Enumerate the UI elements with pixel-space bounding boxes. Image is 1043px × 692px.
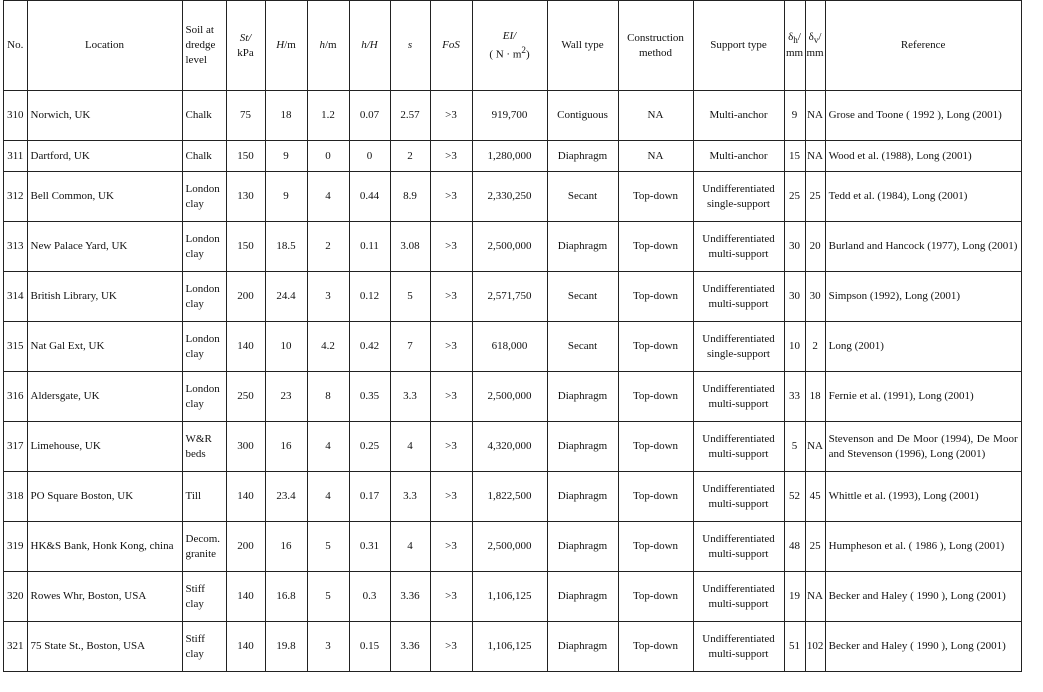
cell-soil: London clay: [182, 172, 226, 222]
cell-excavation-depth: 10: [265, 322, 307, 372]
cell-st: 200: [226, 522, 265, 572]
cell-delta-h: 9: [784, 91, 805, 141]
cell-h-value: 5: [307, 522, 349, 572]
cell-st: 250: [226, 372, 265, 422]
cell-delta-h: 25: [784, 172, 805, 222]
cell-case-number: 315: [4, 322, 28, 372]
cell-reference: Long (2001): [825, 322, 1021, 372]
cell-excavation-depth: 18: [265, 91, 307, 141]
cell-location: British Library, UK: [27, 272, 182, 322]
cell-soil: Stiff clay: [182, 572, 226, 622]
cell-excavation-depth: 23.4: [265, 472, 307, 522]
cell-ei-value: 2,330,250: [472, 172, 547, 222]
cell-support-type: Undifferentiated multi-support: [693, 622, 784, 672]
col-header-soil: Soil at dredge level: [182, 1, 226, 91]
cell-wall-type: Secant: [547, 272, 618, 322]
cell-s-value: 2.57: [390, 91, 430, 141]
cell-support-type: Multi-anchor: [693, 141, 784, 172]
cell-location: 75 State St., Boston, USA: [27, 622, 182, 672]
cell-construction-method: Top-down: [618, 422, 693, 472]
cell-construction-method: Top-down: [618, 272, 693, 322]
cell-delta-h: 30: [784, 272, 805, 322]
table-row: [4, 522, 1022, 572]
cell-reference: Burland and Hancock (1977), Long (2001): [825, 222, 1021, 272]
cell-ei-value: 2,571,750: [472, 272, 547, 322]
cell-factor-of-safety: >3: [430, 172, 472, 222]
cell-s-value: 4: [390, 422, 430, 472]
cell-delta-v: NA: [805, 422, 825, 472]
cell-excavation-depth: 16: [265, 522, 307, 572]
cell-case-number: 318: [4, 472, 28, 522]
col-header-fos: FoS: [430, 1, 472, 91]
col-header-location: Location: [27, 1, 182, 91]
cell-s-value: 3.36: [390, 622, 430, 672]
col-header-ei: EI/ ( $N \cdot m^2$): [472, 1, 547, 91]
cell-wall-type: Contiguous: [547, 91, 618, 141]
cell-soil: London clay: [182, 322, 226, 372]
table-row: [4, 572, 1022, 622]
table-row: [4, 472, 1022, 522]
col-header-no: No.: [4, 1, 28, 91]
cell-excavation-depth: 24.4: [265, 272, 307, 322]
cell-h-value: 8: [307, 372, 349, 422]
cell-wall-type: Diaphragm: [547, 422, 618, 472]
cell-location: Rowes Whr, Boston, USA: [27, 572, 182, 622]
cell-reference: Fernie et al. (1991), Long (2001): [825, 372, 1021, 422]
cell-construction-method: Top-down: [618, 172, 693, 222]
cell-support-type: Undifferentiated multi-support: [693, 572, 784, 622]
cell-reference: Stevenson and De Moor (1994), De Moor and Stevenson (1996), Long (2001): [825, 422, 1021, 472]
cell-st: 150: [226, 222, 265, 272]
col-header-dh: $\delta_h/$ mm: [784, 1, 805, 91]
cell-factor-of-safety: >3: [430, 522, 472, 572]
cell-factor-of-safety: >3: [430, 472, 472, 522]
cell-location: Nat Gal Ext, UK: [27, 322, 182, 372]
table-row: [4, 222, 1022, 272]
table-row: [4, 322, 1022, 372]
cell-delta-h: 10: [784, 322, 805, 372]
cell-soil: London clay: [182, 272, 226, 322]
cell-delta-v: 25: [805, 522, 825, 572]
cell-excavation-depth: 9: [265, 141, 307, 172]
cell-wall-type: Diaphragm: [547, 472, 618, 522]
cell-construction-method: NA: [618, 141, 693, 172]
cell-h-value: 5: [307, 572, 349, 622]
cell-construction-method: Top-down: [618, 372, 693, 422]
cell-reference: Grose and Toone ( 1992 ), Long (2001): [825, 91, 1021, 141]
cell-support-type: Undifferentiated multi-support: [693, 222, 784, 272]
cell-excavation-depth: 16.8: [265, 572, 307, 622]
col-header-wall-type: Wall type: [547, 1, 618, 91]
cell-delta-h: 15: [784, 141, 805, 172]
cell-construction-method: NA: [618, 91, 693, 141]
table-row: [4, 172, 1022, 222]
cell-excavation-depth: 18.5: [265, 222, 307, 272]
cell-st: 300: [226, 422, 265, 472]
cell-soil: Decom. granite: [182, 522, 226, 572]
cell-support-type: Undifferentiated multi-support: [693, 422, 784, 472]
cell-case-number: 317: [4, 422, 28, 472]
cell-h-over-H: 0.25: [349, 422, 390, 472]
cell-case-number: 313: [4, 222, 28, 272]
cell-ei-value: 2,500,000: [472, 522, 547, 572]
cell-h-value: 1.2: [307, 91, 349, 141]
cell-delta-v: NA: [805, 572, 825, 622]
cell-location: PO Square Boston, UK: [27, 472, 182, 522]
cell-reference: Wood et al. (1988), Long (2001): [825, 141, 1021, 172]
cell-factor-of-safety: >3: [430, 141, 472, 172]
cell-soil: Till: [182, 472, 226, 522]
cell-case-number: 316: [4, 372, 28, 422]
cell-construction-method: Top-down: [618, 472, 693, 522]
cell-factor-of-safety: >3: [430, 222, 472, 272]
cell-delta-h: 33: [784, 372, 805, 422]
cell-ei-value: 618,000: [472, 322, 547, 372]
table-row: [4, 622, 1022, 672]
table-row: [4, 141, 1022, 172]
header-row: [4, 1, 1022, 91]
cell-h-value: 3: [307, 272, 349, 322]
cell-st: 150: [226, 141, 265, 172]
cell-delta-v: 30: [805, 272, 825, 322]
cell-ei-value: 1,106,125: [472, 622, 547, 672]
cell-factor-of-safety: >3: [430, 422, 472, 472]
cell-s-value: 4: [390, 522, 430, 572]
cell-s-value: 2: [390, 141, 430, 172]
cell-support-type: Undifferentiated single-support: [693, 322, 784, 372]
cell-delta-v: 20: [805, 222, 825, 272]
cell-soil: London clay: [182, 222, 226, 272]
cell-delta-v: NA: [805, 141, 825, 172]
cell-construction-method: Top-down: [618, 222, 693, 272]
cell-soil: Chalk: [182, 141, 226, 172]
cell-wall-type: Diaphragm: [547, 622, 618, 672]
cell-soil: Chalk: [182, 91, 226, 141]
cell-h-value: 4: [307, 422, 349, 472]
cell-ei-value: 2,500,000: [472, 222, 547, 272]
cell-s-value: 7: [390, 322, 430, 372]
cell-soil: London clay: [182, 372, 226, 422]
cell-h-over-H: 0.35: [349, 372, 390, 422]
col-header-st: St/ kPa: [226, 1, 265, 91]
cell-excavation-depth: 9: [265, 172, 307, 222]
cell-reference: Simpson (1992), Long (2001): [825, 272, 1021, 322]
cell-wall-type: Diaphragm: [547, 141, 618, 172]
table-row: [4, 91, 1022, 141]
cell-location: Bell Common, UK: [27, 172, 182, 222]
cell-construction-method: Top-down: [618, 622, 693, 672]
cell-excavation-depth: 19.8: [265, 622, 307, 672]
cell-st: 130: [226, 172, 265, 222]
cell-ei-value: 1,822,500: [472, 472, 547, 522]
col-header-h: h/m: [307, 1, 349, 91]
cell-delta-h: 48: [784, 522, 805, 572]
cell-construction-method: Top-down: [618, 572, 693, 622]
cell-h-over-H: 0.17: [349, 472, 390, 522]
cell-h-over-H: 0.31: [349, 522, 390, 572]
cell-case-number: 320: [4, 572, 28, 622]
cell-delta-v: 25: [805, 172, 825, 222]
cell-case-number: 312: [4, 172, 28, 222]
cell-case-number: 321: [4, 622, 28, 672]
cell-ei-value: 1,280,000: [472, 141, 547, 172]
cell-factor-of-safety: >3: [430, 272, 472, 322]
cell-s-value: 3.36: [390, 572, 430, 622]
cell-s-value: 3.3: [390, 372, 430, 422]
cell-support-type: Undifferentiated single-support: [693, 172, 784, 222]
cell-st: 75: [226, 91, 265, 141]
cell-st: 140: [226, 572, 265, 622]
cell-location: New Palace Yard, UK: [27, 222, 182, 272]
cell-delta-v: 18: [805, 372, 825, 422]
cell-delta-v: NA: [805, 91, 825, 141]
col-header-reference: Reference: [825, 1, 1021, 91]
cell-location: Norwich, UK: [27, 91, 182, 141]
cell-h-value: 3: [307, 622, 349, 672]
cell-reference: Tedd et al. (1984), Long (2001): [825, 172, 1021, 222]
cell-excavation-depth: 16: [265, 422, 307, 472]
cell-soil: W&R beds: [182, 422, 226, 472]
cell-h-value: 0: [307, 141, 349, 172]
cell-delta-h: 51: [784, 622, 805, 672]
cell-location: Aldersgate, UK: [27, 372, 182, 422]
cell-h-value: 4: [307, 172, 349, 222]
cell-h-value: 2: [307, 222, 349, 272]
cell-reference: Whittle et al. (1993), Long (2001): [825, 472, 1021, 522]
cell-case-number: 311: [4, 141, 28, 172]
cell-case-number: 314: [4, 272, 28, 322]
cell-h-over-H: 0.11: [349, 222, 390, 272]
cell-support-type: Undifferentiated multi-support: [693, 472, 784, 522]
table-row: [4, 272, 1022, 322]
cell-ei-value: 1,106,125: [472, 572, 547, 622]
cell-h-value: 4: [307, 472, 349, 522]
cell-h-over-H: 0.12: [349, 272, 390, 322]
cell-ei-value: 2,500,000: [472, 372, 547, 422]
cell-h-over-H: 0.44: [349, 172, 390, 222]
cell-support-type: Undifferentiated multi-support: [693, 272, 784, 322]
cell-h-over-H: 0.3: [349, 572, 390, 622]
cell-s-value: 8.9: [390, 172, 430, 222]
cell-location: Dartford, UK: [27, 141, 182, 172]
cell-reference: Becker and Haley ( 1990 ), Long (2001): [825, 622, 1021, 672]
cell-delta-v: 45: [805, 472, 825, 522]
cell-h-over-H: 0.07: [349, 91, 390, 141]
cell-construction-method: Top-down: [618, 322, 693, 372]
col-header-s: s: [390, 1, 430, 91]
cell-delta-v: 2: [805, 322, 825, 372]
table-container: [3, 0, 1022, 672]
cell-support-type: Undifferentiated multi-support: [693, 522, 784, 572]
cell-delta-h: 30: [784, 222, 805, 272]
cell-delta-h: 19: [784, 572, 805, 622]
cell-reference: Becker and Haley ( 1990 ), Long (2001): [825, 572, 1021, 622]
cell-h-over-H: 0: [349, 141, 390, 172]
table-row: [4, 372, 1022, 422]
col-header-dv: $\delta_v/$ mm: [805, 1, 825, 91]
cell-st: 140: [226, 622, 265, 672]
cell-st: 140: [226, 322, 265, 372]
cell-case-number: 319: [4, 522, 28, 572]
table-body: [4, 91, 1022, 672]
cell-delta-h: 52: [784, 472, 805, 522]
cell-factor-of-safety: >3: [430, 91, 472, 141]
cell-wall-type: Secant: [547, 322, 618, 372]
cell-wall-type: Diaphragm: [547, 222, 618, 272]
cell-s-value: 3.3: [390, 472, 430, 522]
cell-st: 140: [226, 472, 265, 522]
cell-s-value: 5: [390, 272, 430, 322]
cell-h-over-H: 0.15: [349, 622, 390, 672]
cell-delta-h: 5: [784, 422, 805, 472]
cell-factor-of-safety: >3: [430, 372, 472, 422]
cell-wall-type: Diaphragm: [547, 372, 618, 422]
col-header-H: H/m: [265, 1, 307, 91]
cell-case-number: 310: [4, 91, 28, 141]
cell-factor-of-safety: >3: [430, 322, 472, 372]
cell-ei-value: 4,320,000: [472, 422, 547, 472]
cell-st: 200: [226, 272, 265, 322]
cell-support-type: Multi-anchor: [693, 91, 784, 141]
cell-delta-v: 102: [805, 622, 825, 672]
cell-wall-type: Diaphragm: [547, 572, 618, 622]
cell-ei-value: 919,700: [472, 91, 547, 141]
cell-construction-method: Top-down: [618, 522, 693, 572]
cell-factor-of-safety: >3: [430, 622, 472, 672]
table-row: [4, 422, 1022, 472]
cell-factor-of-safety: >3: [430, 572, 472, 622]
cell-s-value: 3.08: [390, 222, 430, 272]
cell-support-type: Undifferentiated multi-support: [693, 372, 784, 422]
cell-h-over-H: 0.42: [349, 322, 390, 372]
cell-wall-type: Diaphragm: [547, 522, 618, 572]
col-header-hH: h/H: [349, 1, 390, 91]
cell-h-value: 4.2: [307, 322, 349, 372]
cell-wall-type: Secant: [547, 172, 618, 222]
cell-location: HK&S Bank, Honk Kong, china: [27, 522, 182, 572]
col-header-construction: Construction method: [618, 1, 693, 91]
cell-soil: Stiff clay: [182, 622, 226, 672]
cell-location: Limehouse, UK: [27, 422, 182, 472]
cell-reference: Humpheson et al. ( 1986 ), Long (2001): [825, 522, 1021, 572]
cell-excavation-depth: 23: [265, 372, 307, 422]
case-history-table: [3, 0, 1022, 672]
col-header-support: Support type: [693, 1, 784, 91]
